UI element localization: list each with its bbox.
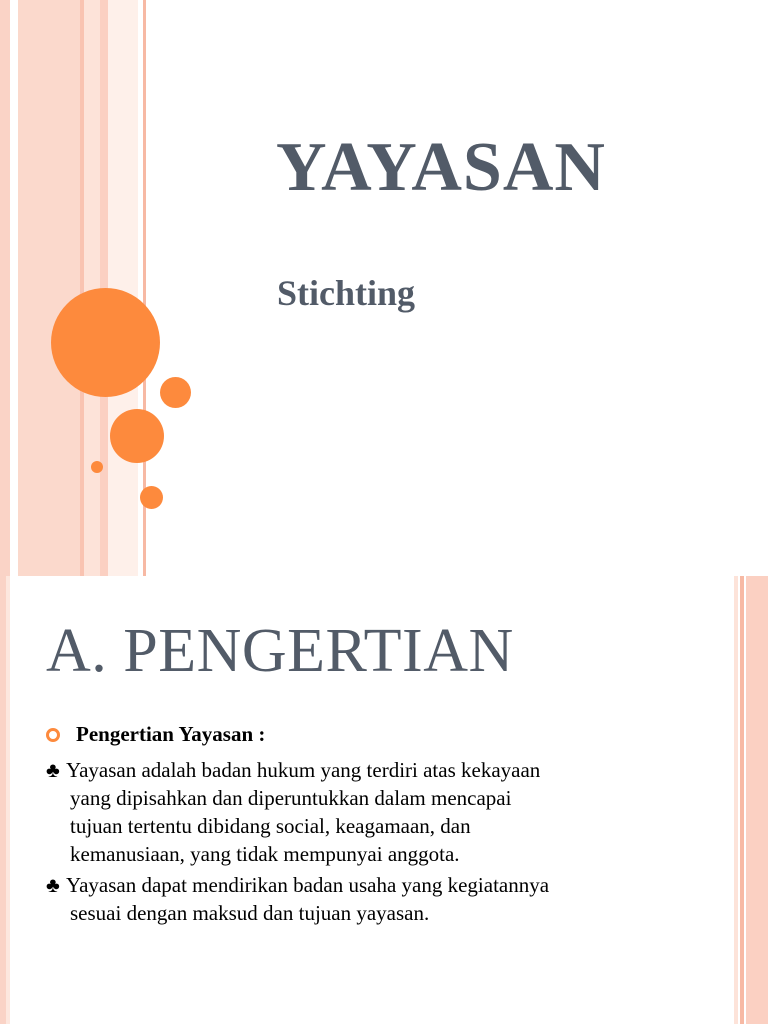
decorative-stripe [746, 576, 768, 1024]
decorative-stripe [18, 0, 80, 576]
small-orange-circle [140, 486, 163, 509]
decorative-stripe [0, 0, 10, 576]
paragraph-line: yang dipisahkan dan diperuntukkan dalam mencapai [70, 786, 512, 810]
paragraph-line: tujuan tertentu dibidang social, keagamaan, dan [70, 814, 471, 838]
bullet-subheading [46, 722, 265, 747]
decorative-stripe [740, 576, 744, 1024]
paragraph [46, 756, 686, 868]
club-bullet-icon: ♣ [46, 873, 60, 897]
paragraph-line: kemanusiaan, yang tidak mempunyai anggota. [70, 842, 460, 866]
decorative-stripe [6, 576, 10, 1024]
medium-orange-circle [110, 409, 164, 463]
ring-bullet-icon [46, 728, 60, 742]
paragraph-line: sesuai dengan maksud dan tujuan yayasan. [70, 901, 430, 925]
slide-subtitle: Stichting [277, 273, 416, 313]
paragraph-line: Yayasan adalah badan hukum yang terdiri atas kekayaan [66, 758, 541, 782]
subheading-label: Pengertian Yayasan : [76, 722, 266, 746]
small-orange-circle [160, 377, 191, 408]
paragraph [46, 871, 686, 927]
club-bullet-icon: ♣ [46, 758, 60, 782]
decorative-stripe [10, 0, 18, 576]
large-orange-circle [51, 288, 160, 397]
decorative-stripe [734, 576, 738, 1024]
content-slide [0, 576, 768, 1024]
tiny-orange-circle [91, 461, 103, 473]
section-heading: A. PENGERTIAN [46, 617, 514, 685]
slide-title: YAYASAN [276, 129, 606, 206]
paragraph-line: Yayasan dapat mendirikan badan usaha yang kegiatannya [66, 873, 550, 897]
